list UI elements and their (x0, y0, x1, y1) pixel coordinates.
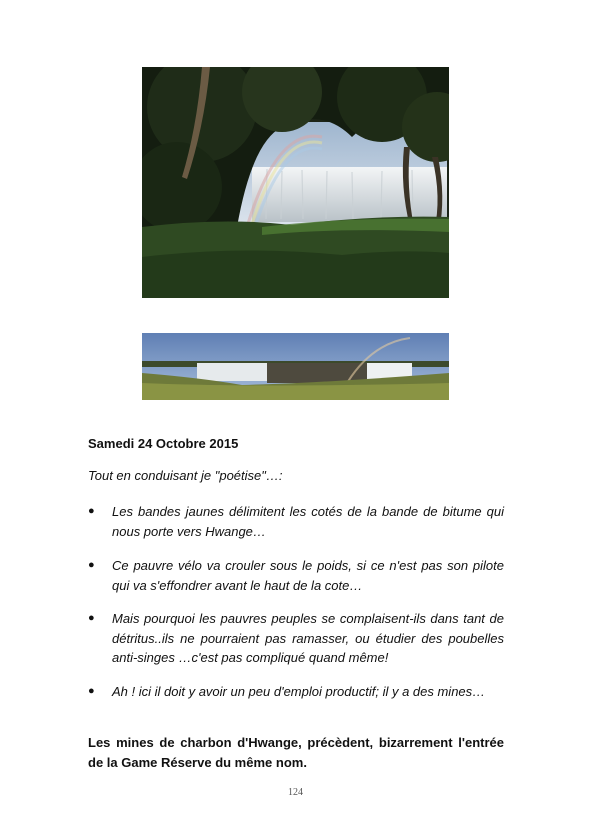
panorama-photo (142, 333, 449, 400)
entry-intro: Tout en conduisant je "poétise"…: (88, 468, 283, 483)
entry-conclusion: Les mines de charbon d'Hwange, précèdent, bizarrement l'entrée de la Game Réserve du même nom. (88, 735, 504, 770)
list-item (88, 502, 504, 541)
list-item (88, 556, 504, 595)
entry-date-title: Samedi 24 Octobre 2015 (88, 436, 239, 451)
list-item (88, 609, 504, 668)
list-item-text: Mais pourquoi les pauvres peuples se complaisent-ils dans tant de détritus..ils ne pourraient pas ramasser, ou étudier des poubelles anti-singes …c'est pas compliqué quand même! (112, 611, 504, 665)
list-item-text: Ah ! ici il doit y avoir un peu d'emploi productif; il y a des mines… (112, 684, 486, 699)
page-number: 124 (288, 787, 303, 798)
list-item (88, 682, 504, 702)
waterfall-photo (142, 67, 449, 298)
list-item-text: Ce pauvre vélo va crouler sous le poids, si ce n'est pas son pilote qui va s'effondrer avant le haut de la cote… (112, 558, 504, 593)
bullet-icon: ● (88, 559, 95, 571)
bullet-icon: ● (88, 505, 95, 517)
bullet-icon: ● (88, 685, 95, 697)
bullet-icon: ● (88, 612, 95, 624)
list-item-text: Les bandes jaunes délimitent les cotés de la bande de bitume qui nous porte vers Hwange… (112, 504, 504, 539)
